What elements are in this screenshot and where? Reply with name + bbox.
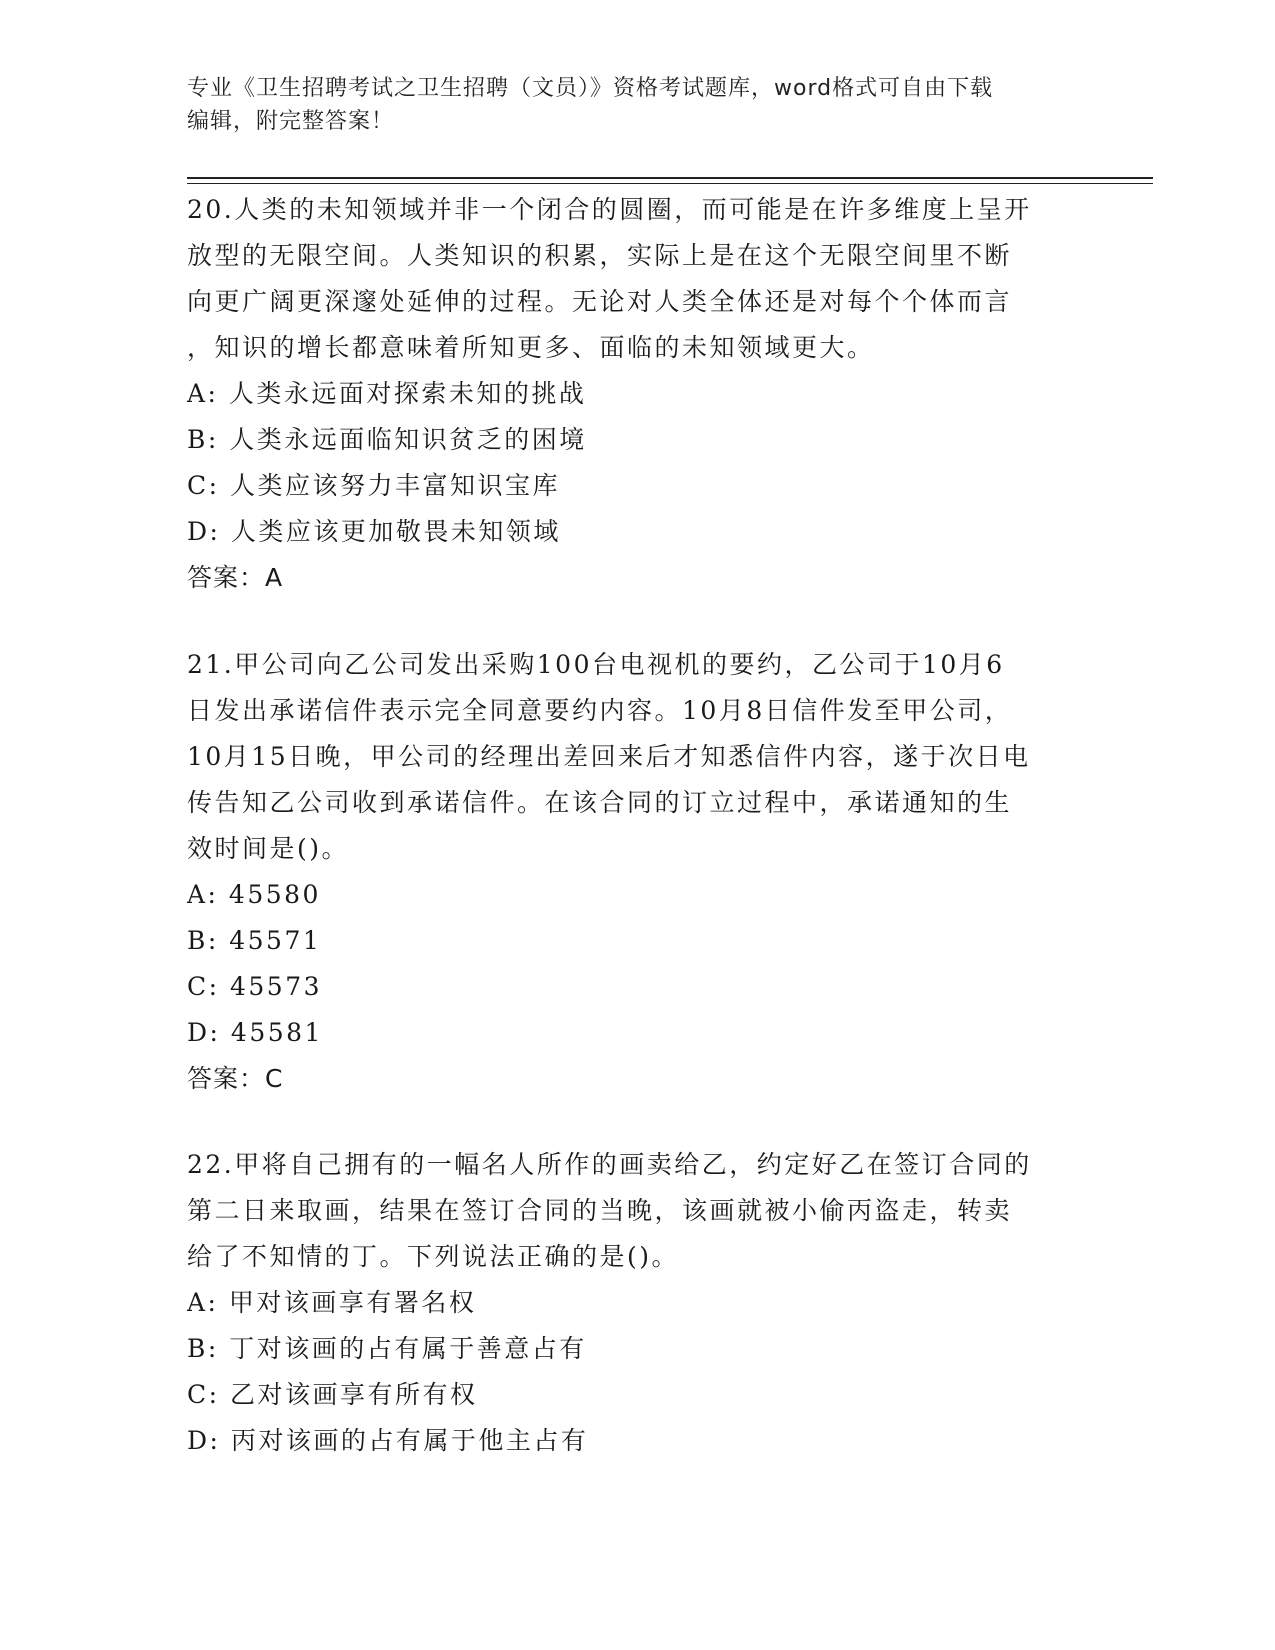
question-stem-line: 10月15日晚，甲公司的经理出差回来后才知悉信件内容，遂于次日电	[187, 742, 1031, 771]
question-stem-line: 向更广阔更深邃处延伸的过程。无论对人类全体还是对每个个体而言	[187, 287, 1013, 316]
option-c: C: 45573	[187, 972, 323, 1001]
question-stem-line: ，知识的增长都意味着所知更多、面临的未知领域更大。	[187, 333, 875, 362]
option-b: B: 人类永远面临知识贫乏的困境	[187, 425, 587, 454]
option-c: C: 乙对该画享有所有权	[187, 1380, 478, 1409]
answer: 答案：C	[187, 1064, 284, 1093]
question-stem-line: 传告知乙公司收到承诺信件。在该合同的订立过程中，承诺通知的生	[187, 788, 1013, 817]
option-a: A: 45580	[187, 880, 321, 909]
question-stem-line: 日发出承诺信件表示完全同意要约内容。10月8日信件发至甲公司，	[187, 696, 1013, 725]
question-stem-line: 22.甲将自己拥有的一幅名人所作的画卖给乙，约定好乙在签订合同的	[187, 1150, 1032, 1179]
question-stem-line: 放型的无限空间。人类知识的积累，实际上是在这个无限空间里不断	[187, 241, 1013, 270]
document-header	[187, 72, 1067, 138]
question-stem-line: 给了不知情的丁。下列说法正确的是()。	[187, 1242, 680, 1271]
header-line-2: 编辑，附完整答案！	[187, 109, 395, 134]
option-b: B: 45571	[187, 926, 322, 955]
option-c: C: 人类应该努力丰富知识宝库	[187, 471, 560, 500]
question-stem-line: 21.甲公司向乙公司发出采购100台电视机的要约，乙公司于10月6	[187, 650, 1005, 679]
question-stem-line: 20.人类的未知领域并非一个闭合的圆圈，而可能是在许多维度上呈开	[187, 195, 1032, 224]
header-line-1: 专业《卫生招聘考试之卫生招聘（文员）》资格考试题库，word格式可自由下载	[187, 76, 994, 101]
option-b: B: 丁对该画的占有属于善意占有	[187, 1334, 587, 1363]
question-stem-line: 效时间是()。	[187, 834, 350, 863]
option-a: A: 甲对该画享有署名权	[187, 1288, 477, 1317]
option-d: D: 人类应该更加敬畏未知领域	[187, 517, 561, 546]
option-d: D: 45581	[187, 1018, 323, 1047]
option-a: A: 人类永远面对探索未知的挑战	[187, 379, 587, 408]
question-21	[187, 642, 1087, 1102]
option-d: D: 丙对该画的占有属于他主占有	[187, 1426, 589, 1455]
question-stem-line: 第二日来取画，结果在签订合同的当晚，该画就被小偷丙盗走，转卖	[187, 1196, 1013, 1225]
header-divider-thin	[187, 183, 1153, 184]
question-20	[187, 187, 1087, 601]
question-22	[187, 1142, 1087, 1464]
header-divider-thick	[187, 177, 1153, 179]
answer: 答案：A	[187, 563, 284, 592]
